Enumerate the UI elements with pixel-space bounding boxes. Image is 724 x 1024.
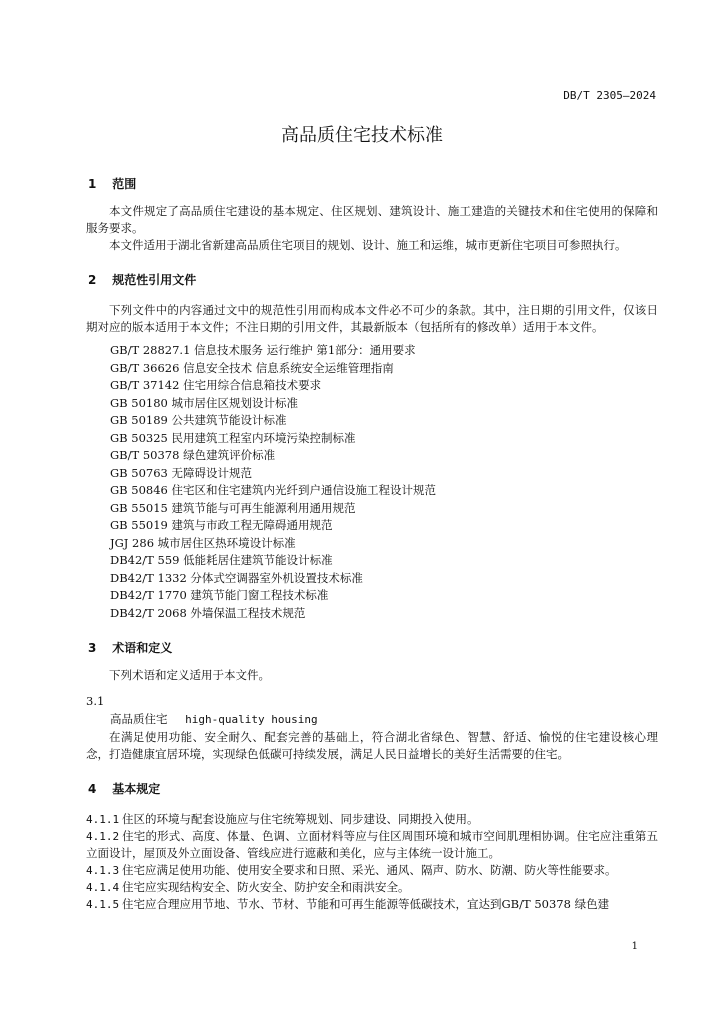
reference-item: GB 55019 建筑与市政工程无障碍通用规范 (110, 518, 333, 532)
reference-item: GB 55015 建筑节能与可再生能源利用通用规范 (110, 500, 356, 515)
clause (86, 811, 658, 828)
term-definition: 在满足使用功能、安全耐久、配套完善的基础上，符合湖北省绿色、智慧、舒适、愉悦的住宅建设核心理念，打造健康宜居环境，实现绿色低碳可持续发展，满足人民日益增长的美好生活需要的住宅。 (86, 730, 658, 761)
page-number: 1 (631, 941, 638, 952)
term-chinese: 高品质住宅 (110, 712, 168, 726)
clause (86, 862, 658, 879)
reference-item: GB/T 36626 信息安全技术 信息系统安全运维管理指南 (110, 360, 394, 375)
paragraph: 下列文件中的内容通过文中的规范性引用而构成本文件必不可少的条款。其中，注日期的引用文件，仅该日期对应的版本适用于本文件；不注日期的引用文件，其最新版本（包括所有的修改单）适用于本文件。 (86, 303, 658, 334)
clause-text: 住宅应满足使用功能、使用安全要求和日照、采光、通风、隔声、防水、防潮、防火等性能要求。 (122, 863, 617, 877)
clause-text: 住宅应实现结构安全、防火安全、防护安全和雨洪安全。 (122, 880, 410, 894)
clause-text: 住宅应合理应用节地、节水、节材、节能和可再生能源等低碳技术，宜达到GB/T 50378 绿色建 (122, 897, 610, 911)
paragraph: 本文件适用于湖北省新建高品质住宅项目的规划、设计、施工和运维，城市更新住宅项目可参照执行。 (109, 238, 627, 252)
paragraph: 下列术语和定义适用于本文件。 (109, 668, 270, 682)
reference-item: GB 50189 公共建筑节能设计标准 (110, 413, 287, 427)
reference-item: DB42/T 1770 建筑节能门窗工程技术标准 (110, 588, 329, 602)
reference-item: DB42/T 559 低能耗居住建筑节能设计标准 (110, 553, 333, 567)
section-title: 基本规定 (112, 782, 161, 796)
reference-item: DB42/T 2068 外墙保温工程技术规范 (110, 605, 306, 620)
standard-code: DB/T 2305—2024 (563, 89, 656, 102)
reference-item: DB42/T 1332 分体式空调器室外机设置技术标准 (110, 570, 363, 585)
reference-item: GB 50846 住宅区和住宅建筑内光纤到户通信设施工程设计规范 (110, 483, 437, 497)
paragraph: 本文件规定了高品质住宅建设的基本规定、住区规划、建筑设计、施工建造的关键技术和住宅使用的保障和服务要求。 (86, 204, 658, 235)
section-number: 3 (88, 641, 97, 655)
section-title: 术语和定义 (112, 641, 173, 655)
section-number: 4 (88, 782, 97, 796)
section-number: 2 (88, 273, 97, 287)
clause (86, 828, 658, 862)
reference-item: GB 50763 无障碍设计规范 (110, 465, 253, 480)
clause-text: 住区的环境与配套设施应与住宅统筹规划、同步建设、同期投入使用。 (122, 812, 479, 826)
clause-number: 4.1.5 (86, 898, 120, 911)
clause-number: 4.1.3 (86, 864, 120, 877)
term-number: 3.1 (86, 694, 105, 708)
clause-number: 4.1.4 (86, 881, 120, 894)
section-heading-terms (86, 638, 658, 658)
clause (86, 879, 658, 896)
clause-number: 4.1.2 (86, 830, 120, 843)
reference-list (86, 342, 658, 622)
document-body (86, 174, 658, 913)
term-entry (86, 710, 658, 729)
reference-item: GB 50325 民用建筑工程室内环境污染控制标准 (110, 430, 356, 445)
clause (86, 896, 658, 913)
clause-text: 住宅的形式、高度、体量、色调、立面材料等应与住区周围环境和城市空间肌理相协调。住宅应注重第五立面设计，屋顶及外立面设备、管线应进行遮蔽和美化，应与主体统一设计施工。 (86, 829, 658, 860)
document-title: 高品质住宅技术标准 (281, 125, 443, 146)
section-heading-scope (86, 174, 658, 194)
reference-item: GB/T 37142 住宅用综合信息箱技术要求 (110, 378, 322, 392)
reference-item: JGJ 286 城市居住区热环境设计标准 (110, 535, 296, 550)
section-number: 1 (88, 177, 97, 191)
reference-item: GB 50180 城市居住区规划设计标准 (110, 395, 299, 410)
section-heading-references (86, 270, 658, 290)
reference-item: GB/T 50378 绿色建筑评价标准 (110, 448, 276, 462)
term-english: high-quality housing (185, 713, 318, 726)
section-heading-basic (86, 779, 658, 799)
section-title: 规范性引用文件 (112, 273, 197, 287)
section-title: 范围 (112, 177, 137, 191)
reference-item: GB/T 28827.1 信息技术服务 运行维护 第1部分：通用要求 (110, 343, 416, 357)
clause-number: 4.1.1 (86, 813, 120, 826)
